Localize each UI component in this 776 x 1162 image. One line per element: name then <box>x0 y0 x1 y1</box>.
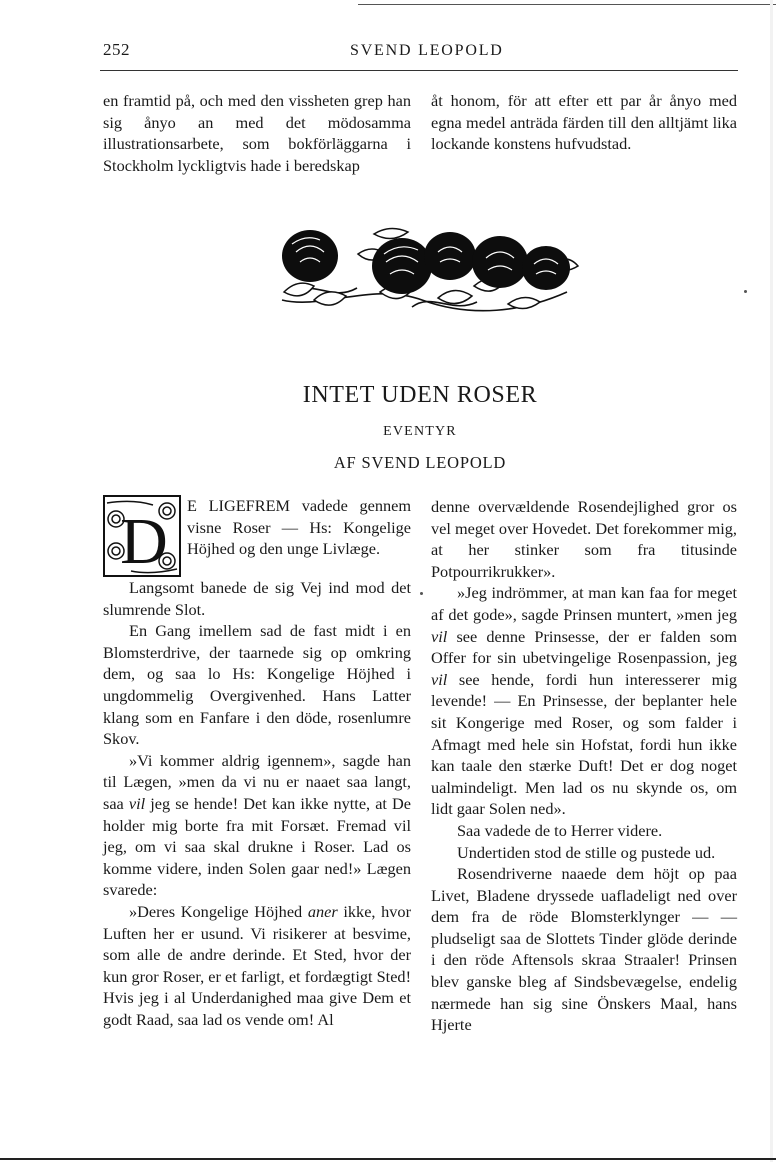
story-right-column <box>431 496 737 1036</box>
top-right-column <box>431 90 737 155</box>
story-title: INTET UDEN ROSER <box>302 382 538 408</box>
text-run: »Vi kommer aldrig igennem», sagde han til Lægen, »men da vi nu er naaet saa langt, saa <box>103 750 411 813</box>
drop-cap-initial <box>103 495 181 577</box>
page-number: 252 <box>103 40 130 59</box>
paragraph: Saa vadede de to Herrer videre. <box>457 820 663 840</box>
top-left-column <box>103 90 411 176</box>
text-run: see hende, fordi hun interesserer mig levende! — En Prinsesse, der beplanter hele sit Kongerige med Roser, og som falder i Afmagt med hele sin Hofstat, fordi hun ikke kan taale den stærke Duft! Det er dog noget ualmindeligt. Men lad os nu skynde os, om lidt gaar Solen ned». <box>431 669 737 819</box>
emphasis: vil <box>431 626 448 646</box>
emphasis: aner <box>307 901 338 921</box>
paragraph: E LIGEFREM vadede gennem visne Roser — Hs: Kongelige Höjhed og den unge Livlæge. <box>187 496 411 559</box>
paragraph: Langsomt banede de sig Vej ind mod det slumrende Slot. <box>103 578 411 619</box>
rose-blooms <box>282 230 570 294</box>
specks <box>744 290 747 293</box>
paragraph <box>431 582 737 820</box>
paragraph: Rosendriverne naaede dem höjt op paa Livet, Bladene dryssede uafladeligt ned over dem fra de röde Blomsterklynger — — pludseligt saa de Slottets Tinder glöde derinde i den röde Aftensols skraa Straaler! Prinsen blev ganske bleg af Sindsbevægelse, endelig nærmede han sig sine Önskers Maal, hans Hjerte <box>431 864 737 1035</box>
story-byline: AF SVEND LEOPOLD <box>333 453 507 472</box>
specks <box>420 592 423 595</box>
paragraph: en framtid på, och med den vissheten grep han sig ånyo an med det mödosamma illustrationsarbete, som bokförläggarna i Stockholm lyckligtvis hade i beredskap <box>103 91 411 175</box>
paragraph: Undertiden stod de stille og pustede ud. <box>457 842 716 862</box>
text-run: »Jeg indrömmer, at man kan faa for meget af det gode», sagde Prinsen muntert, »men jeg <box>431 583 737 624</box>
paragraph: denne overvældende Rosendejlighed gror os vel meget over Hovedet. Det forekommer mig, at her stinker som fra titusinde Potpourrikrukker». <box>431 497 737 581</box>
running-header: SVEND LEOPOLD <box>350 42 504 59</box>
text-run: jeg se hende! Det kan ikke nytte, at De holder mig borte fra mit Forsæt. Fremad vil jeg, om vi saa skal drukne i Roser. Lad os komme videre, inden Solen gaar ned!» Lægen svarede: <box>103 793 411 900</box>
paragraph <box>103 750 411 901</box>
paragraph <box>103 901 411 1031</box>
drop-cap-letter: D <box>120 505 168 577</box>
story-subtitle: EVENTYR <box>383 424 457 439</box>
scan-edge-bottom <box>0 1158 776 1160</box>
paragraph: åt honom, för att efter ett par år ånyo med egna medel anträda färden till den alltjämt lika lockande konstens hufvudstad. <box>431 91 737 154</box>
rose-vignette <box>262 222 580 314</box>
paragraph: En Gang imellem sad de fast midt i en Blomsterdrive, der taarnede sig op omkring dem, og saa lo Hs: Kongelige Höjhed i ungdommelig Overgivenhed. Hans Latter klang som en Fanfare i den döde, rosenlumre Skov. <box>103 621 411 749</box>
scan-edge-top <box>358 4 776 5</box>
text-run: »Deres Kongelige Höjhed <box>129 901 308 921</box>
text-run: ikke, hvor Luften her er usund. Vi risikerer at besvime, som alle de andre derinde. Et Sted, hvor der kun gror Roser, er et farligt, et fordægtigt Sted! Hvis jeg i al Underdanighed maa give Dem et godt Raad, saa lad os vende om! Al <box>103 901 411 1029</box>
scan-edge-right <box>770 0 773 1162</box>
emphasis: vil <box>431 669 448 689</box>
emphasis: vil <box>128 793 146 813</box>
text-run: see denne Prinsesse, der er falden som Offer for sin ubetvingelige Rosenpassion, jeg <box>431 626 737 668</box>
story-left-column <box>103 495 411 1030</box>
header-rule <box>100 70 738 71</box>
